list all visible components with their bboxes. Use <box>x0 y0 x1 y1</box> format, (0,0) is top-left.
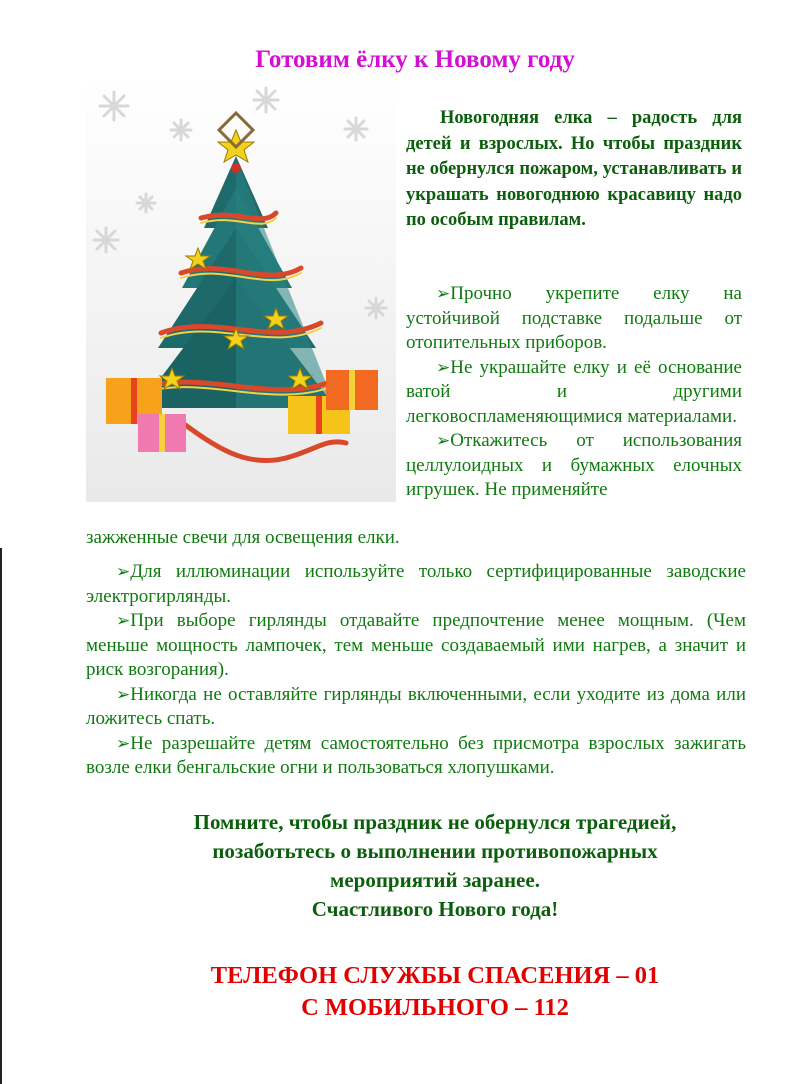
arrow-bullet-icon: ➢ <box>116 684 131 704</box>
arrow-bullet-icon: ➢ <box>116 733 131 753</box>
list-item: ➢Откажитесь от использования целлулоидных и бумажных елочных игрушек. Не применяйте <box>406 430 742 500</box>
list-item: ➢Не разрешайте детям самостоятельно без присмотра взрослых зажигать возле елки бенгальские огни и пользоваться хлопушками. <box>86 732 746 778</box>
list-item: ➢Никогда не оставляйте гирлянды включенными, если уходите из дома или ложитесь спать. <box>86 683 746 729</box>
list-item: ➢Прочно укрепите елку на устойчивой подставке подальше от отопительных приборов. <box>406 283 742 353</box>
arrow-bullet-icon: ➢ <box>436 357 451 377</box>
full-rules-list <box>86 560 746 781</box>
side-rules-list <box>406 282 742 503</box>
emergency-phones: ТЕЛЕФОН СЛУЖБЫ СПАСЕНИЯ – 01 С МОБИЛЬНОГО – 112 <box>210 962 660 1021</box>
arrow-bullet-icon: ➢ <box>436 284 451 303</box>
christmas-tree-illustration <box>86 78 396 502</box>
list-item: ➢Для иллюминации используйте только сертифицированные заводские электрогирлянды. <box>86 561 746 607</box>
list-item-continuation: зажженные свечи для освещения елки. <box>86 527 400 548</box>
list-item: ➢При выборе гирлянды отдавайте предпочтение менее мощным. (Чем меньше мощность лампочек, тем меньше создаваемый ими нагрев, а значит и риск возгорания). <box>86 610 746 680</box>
list-item: ➢Не украшайте елку и её основание ватой и другими легковоспламеняющимися материалами. <box>406 356 742 427</box>
arrow-bullet-icon: ➢ <box>116 562 131 581</box>
arrow-bullet-icon: ➢ <box>436 431 451 450</box>
arrow-bullet-icon: ➢ <box>116 611 131 630</box>
page-title: Готовим ёлку к Новому году <box>255 46 575 73</box>
reminder-message: Помните, чтобы праздник не обернулся трагедией, позаботьтесь о выполнении противопожарных мероприятий заранее. Счастливого Нового года! <box>193 810 677 921</box>
intro-paragraph: Новогодняя елка – радость для детей и взрослых. Но чтобы праздник не обернулся пожаром, устанавливать и украшать новогоднюю красавицу надо по особым правилам. <box>406 108 742 231</box>
